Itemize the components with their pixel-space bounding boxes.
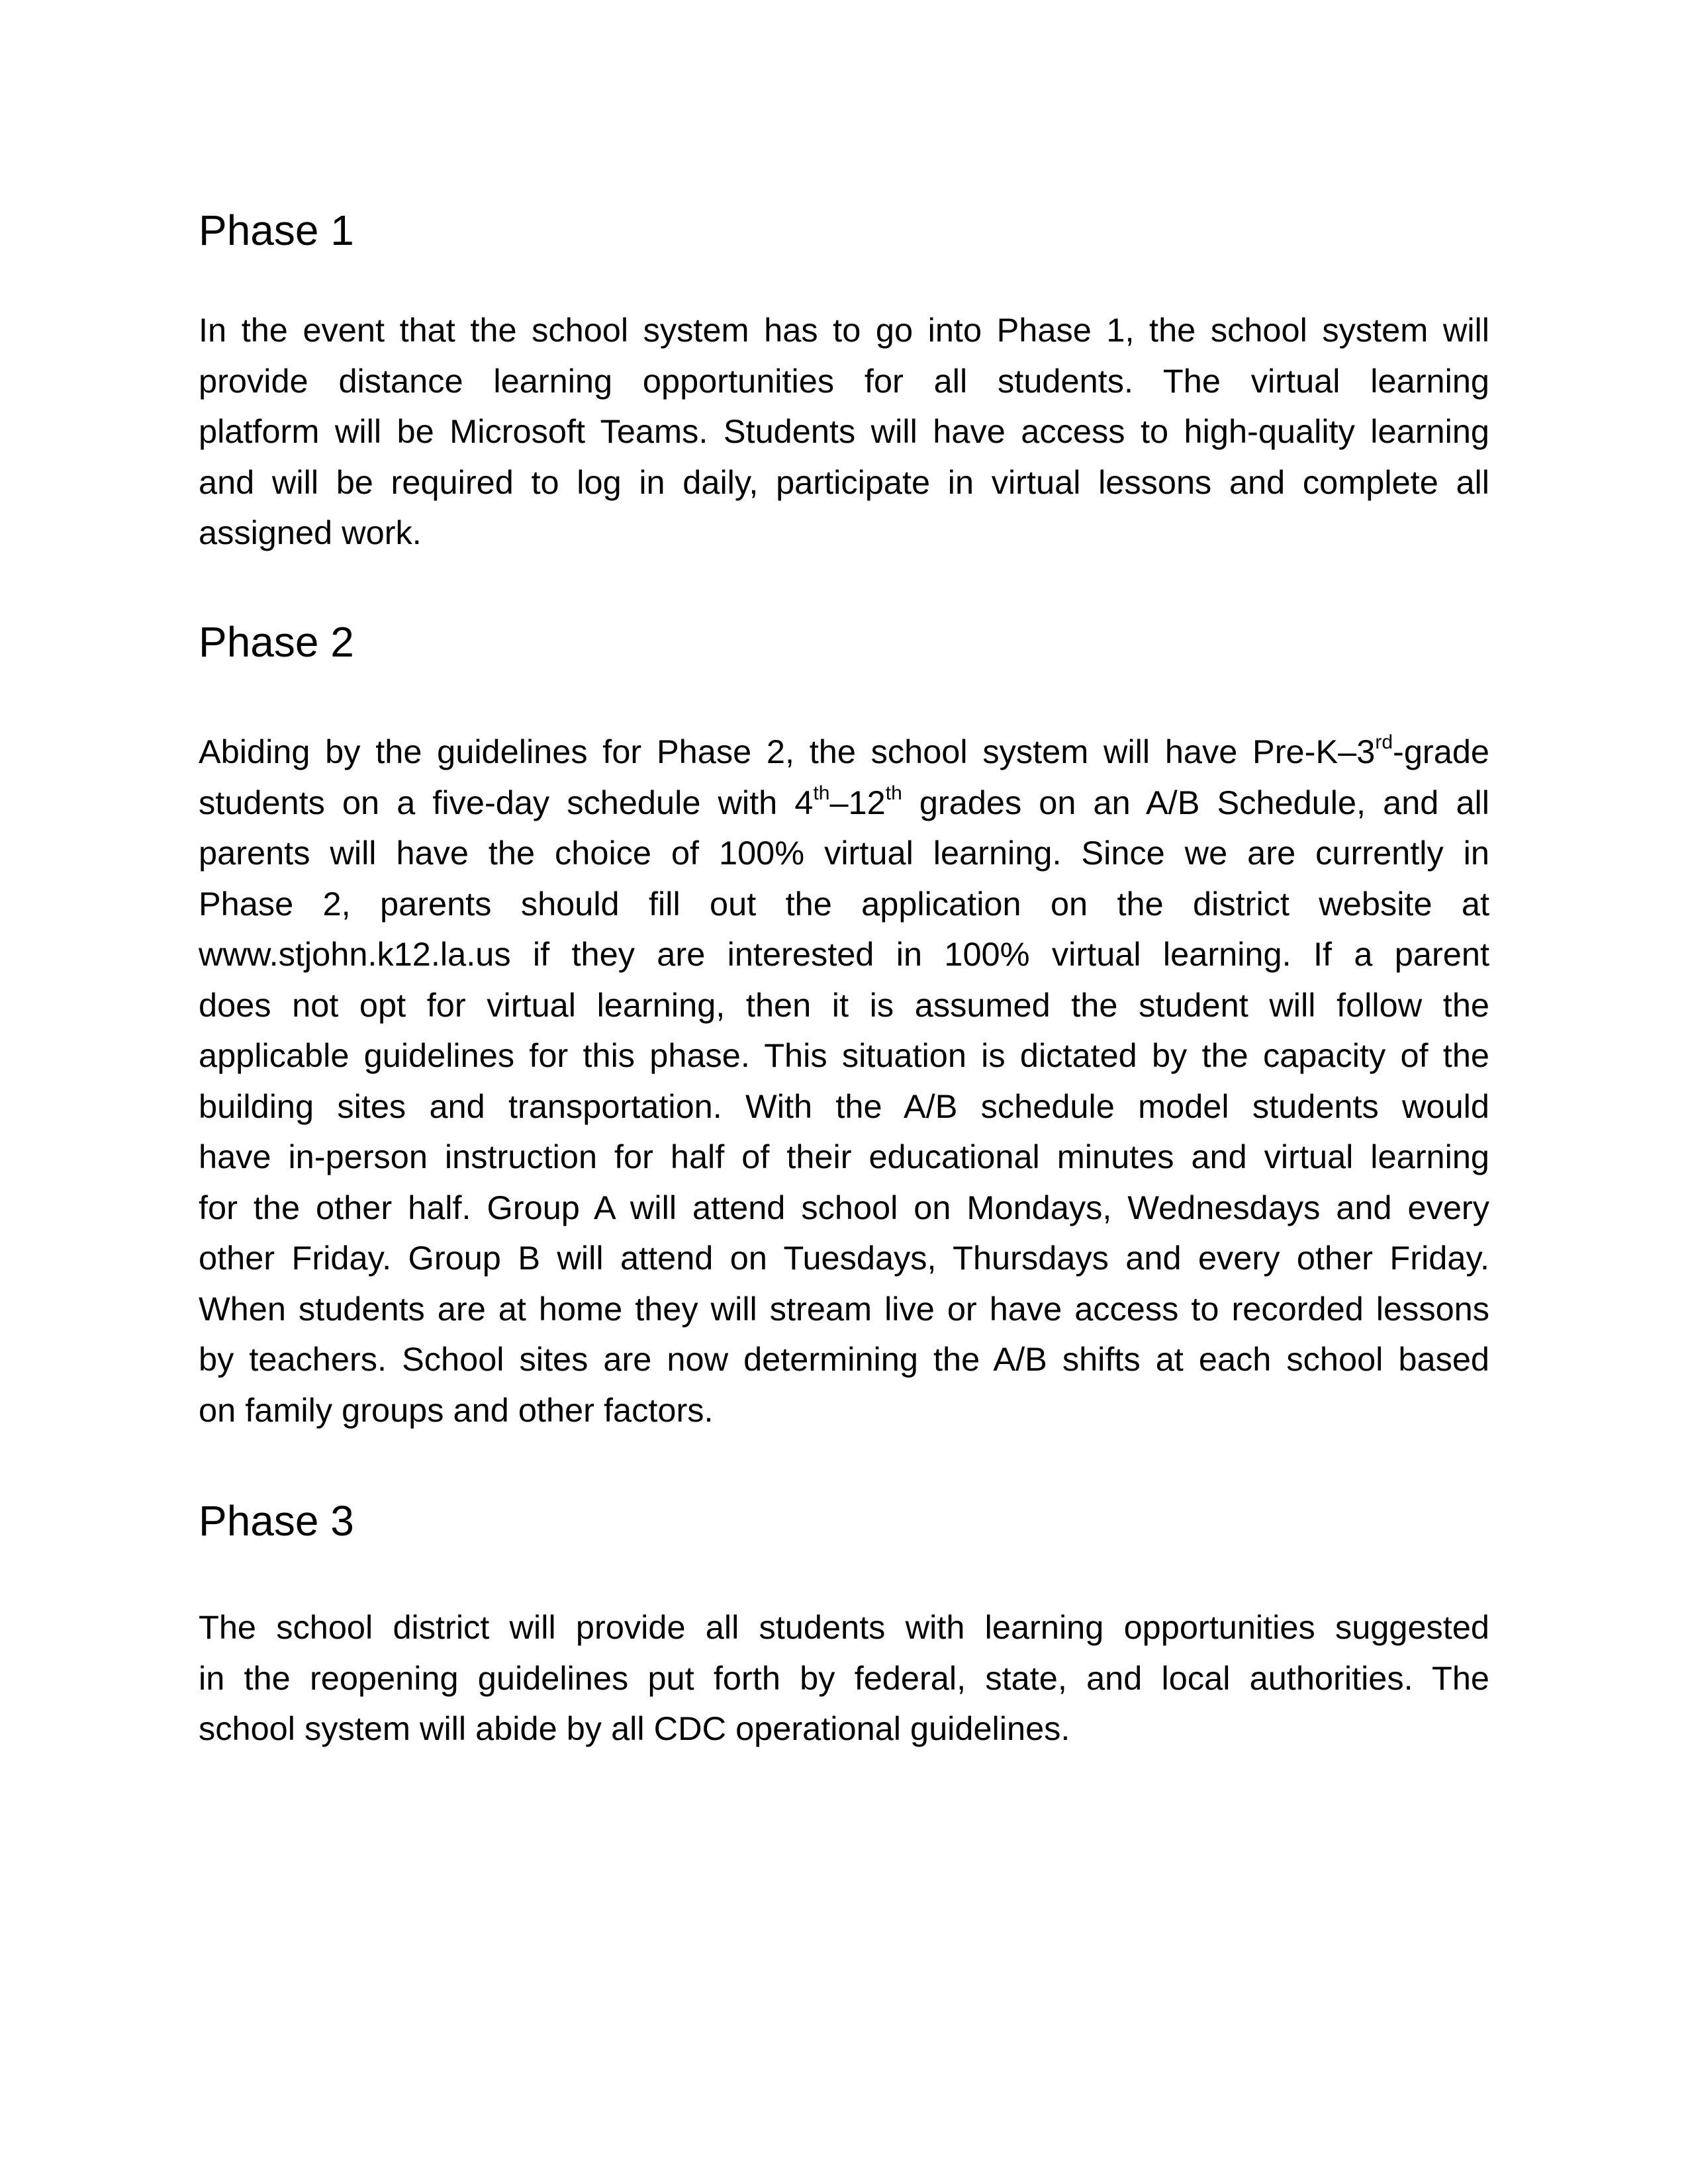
text-run: grades on an A/B Schedule, and all bbox=[902, 783, 1489, 821]
body-line: by teachers. School sites are now determining the A/B shifts at each school based bbox=[199, 1340, 1489, 1378]
body-line: The school district will provide all students with learning opportunities suggested bbox=[199, 1608, 1489, 1646]
ordinal-superscript: rd bbox=[1375, 731, 1393, 753]
body-line: does not opt for virtual learning, then it is assumed the student will follow the bbox=[199, 985, 1489, 1024]
body-line: have in-person instruction for half of their educational minutes and virtual learning bbox=[199, 1138, 1489, 1175]
ordinal-superscript: th bbox=[885, 782, 902, 804]
body-line: school system will abide by all CDC operational guidelines. bbox=[199, 1709, 1070, 1747]
body-line-grades bbox=[199, 727, 1489, 778]
body-line: www.stjohn.k12.la.us if they are interested in 100% virtual learning. If a parent bbox=[199, 935, 1489, 973]
section-body-phase-3 bbox=[199, 1602, 1489, 1754]
body-line: on family groups and other factors. bbox=[199, 1390, 714, 1429]
text-run: Abiding by the guidelines for Phase 2, the school system will have Pre-K–3 bbox=[199, 733, 1376, 770]
body-line: assigned work. bbox=[199, 514, 422, 551]
ordinal-superscript: th bbox=[813, 782, 830, 804]
section-body-phase-2 bbox=[199, 727, 1489, 1435]
text-run: students on a five-day schedule with 4 bbox=[199, 783, 814, 821]
body-line: When students are at home they will stream live or have access to recorded lessons bbox=[199, 1289, 1489, 1328]
body-line: provide distance learning opportunities for all students. The virtual learning bbox=[199, 361, 1489, 400]
section-heading-phase-3: Phase 3 bbox=[199, 1497, 354, 1545]
body-line: for the other half. Group A will attend school on Mondays, Wednesdays and every bbox=[199, 1188, 1489, 1226]
body-line: in the reopening guidelines put forth by federal, state, and local authorities. The bbox=[199, 1659, 1489, 1697]
section-heading-phase-2: Phase 2 bbox=[199, 618, 354, 666]
body-line: In the event that the school system has to go into Phase 1, the school system will bbox=[199, 311, 1489, 349]
body-line: applicable guidelines for this phase. This situation is dictated by the capacity of the bbox=[199, 1036, 1489, 1074]
body-line: Phase 2, parents should fill out the application on the district website at bbox=[199, 884, 1489, 923]
body-line: platform will be Microsoft Teams. Students will have access to high-quality learning bbox=[199, 412, 1489, 450]
body-line: parents will have the choice of 100% virtual learning. Since we are currently in bbox=[199, 834, 1489, 872]
text-run: -grade bbox=[1393, 733, 1489, 770]
body-line: building sites and transportation. With the A/B schedule model students would bbox=[199, 1087, 1489, 1125]
section-heading-phase-1: Phase 1 bbox=[199, 206, 354, 254]
body-line-schedule bbox=[199, 778, 1489, 829]
body-line: other Friday. Group B will attend on Tuesdays, Thursdays and every other Friday. bbox=[199, 1239, 1489, 1277]
text-run: –12 bbox=[829, 783, 886, 821]
body-line: and will be required to log in daily, participate in virtual lessons and complete all bbox=[199, 463, 1489, 501]
section-body-phase-1 bbox=[199, 305, 1489, 559]
